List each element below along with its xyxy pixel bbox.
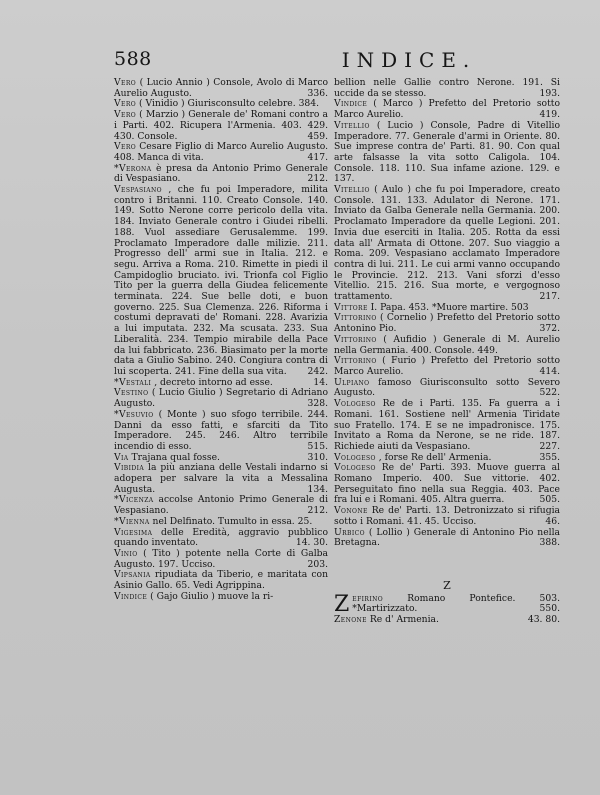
entry-page-reference: 217. — [539, 291, 560, 303]
index-entry — [334, 399, 560, 453]
entry-page-reference: 310. — [307, 451, 328, 463]
entry-text: bellion nelle Gallie contro Nerone. 191. Si uccide da se stesso. — [334, 77, 560, 99]
index-entry — [114, 592, 328, 603]
letter-section-heading: Z — [443, 578, 451, 592]
entry-text: la più anziana delle Vestali indarno si adopera per salvare la vita a Messalina Augusta. — [114, 462, 329, 495]
entry-text: , che fu poi Imperadore, milita contro i Britanni. 110. Creato Console. 140. 149. Sotto Nerone corre pericolo della vita. 184. Inviato Generale contro i Giudei ribelli. 188. Vuol assediare Gerusalemme. 199. Proclamato Imperadore dalle milizie. 211. Progresso dell' armi sue in Italia. 212. e segu. Arriva a Roma. 210. Rimette in piedi il Campidoglio bruciato. ivi. Trionfa col Figlio Tito per la guerra della Giudea felicemente terminata. 224. Sue belle doti, e buon governo. 225. Sua Clemenza. 226. Riforma i costumi depravati de' Romani. 228. Avarizia a lui imputata. 232. Ma scusata. 233. Sua Liberalità. 234. Tempio mirabile della Pace da lui fabbricato. 236. Biasimato per la morte data a Giulio Sabino. 240. Congiura contra di lui scoperta. 241. Fine della sua vita. — [114, 184, 328, 377]
entry-text: Re d' Armenia. — [369, 614, 439, 626]
entry-page-reference: 459. — [307, 130, 328, 142]
entry-headword: *Vestali — [114, 376, 152, 388]
index-entry — [334, 78, 560, 99]
entry-text: nel Delfinato. Tumulto in essa. 25. — [152, 515, 313, 527]
entry-headword: Vero — [114, 109, 137, 121]
entry-text: ( Tito ) potente nella Corte di Galba Augusto. 197. Ucciso. — [114, 547, 329, 570]
entry-text: ( Gajo Giulio ) muove la ri- — [150, 590, 274, 602]
index-entry — [334, 378, 560, 399]
entry-headword: Vero — [114, 98, 137, 110]
entry-page-reference: 522. — [539, 387, 560, 399]
entry-page-reference: 355. — [539, 451, 560, 463]
entry-page-reference: 417. — [307, 151, 328, 163]
entry-headword: Vespasiano — [114, 184, 162, 196]
entry-page-reference: 550. — [539, 603, 560, 615]
left-column — [114, 78, 328, 602]
right-column — [334, 78, 560, 626]
entry-page-reference: 212. — [307, 505, 328, 517]
entry-headword: Urbico — [334, 526, 365, 538]
entry-text: Trajana qual fosse. — [131, 451, 220, 463]
entry-page-reference: 515. — [307, 440, 328, 452]
index-entry — [334, 121, 560, 185]
entry-text: Re de' Parti. 13. Detronizzato si rifugia sotto i Romani. 41. 45. Ucciso. — [334, 505, 560, 527]
entry-page-reference: 14. 30. — [295, 537, 328, 549]
index-entry — [114, 410, 328, 453]
entry-page-reference: 227. — [539, 440, 560, 452]
page-header — [114, 48, 584, 78]
entry-text: ( Lucio ) Console, Padre di Vitellio Imperadore. 77. Generale d'armi in Oriente. 80. Sue imprese contra de' Parti. 81. 90. Con qual arte falsasse la vita sotto Caligola. 104. Console. 118. 110. Sua infame azione. 129. e 137. — [334, 119, 560, 185]
entry-text: Re de' Parti. 393. Muove guerra al Romano Imperio. 400. Sue vittorie. 402. Perseguitato fino nella sua Reggia. 403. Pace fra lui e i Romani. 405. Altra guerra. — [334, 462, 560, 506]
page-title: INDICE. — [341, 48, 477, 72]
entry-page-reference: 203. — [307, 558, 328, 570]
entry-text: accolse Antonio Primo Generale di Vespasiano. — [114, 494, 329, 517]
entry-text: ( Lucio Annio ) Console, Avolo di Marco Aurelio Augusto. — [114, 77, 328, 99]
entry-headword: Vitellio — [334, 184, 370, 196]
entry-headword: Zenone — [334, 614, 367, 626]
entry-page-reference: 193. — [539, 87, 560, 99]
entry-page-reference: 242. — [307, 365, 328, 377]
entry-text: , decreto intorno ad esse. — [154, 376, 273, 388]
index-entry — [114, 78, 328, 99]
index-entry — [114, 570, 328, 591]
index-entry — [114, 549, 328, 570]
entry-page-reference: 414. — [539, 365, 560, 377]
entry-text: I. Papa. 453. *Muore martire. 503 — [370, 301, 529, 313]
entry-headword: Vero — [114, 141, 137, 153]
entry-headword: Vittorino — [334, 355, 377, 367]
entry-headword: Vittorino — [334, 312, 377, 324]
entry-headword: Vero — [114, 77, 137, 88]
index-entry — [334, 506, 560, 527]
entry-text: ( Monte ) suo sfogo terribile. 244. Danni da esso fatti, e sfarciti da Tito Imperadore. 245. 246. Altro terribile incendio di esso. — [114, 408, 329, 452]
entry-headword: Vindice — [334, 98, 368, 110]
index-entry — [334, 356, 560, 377]
entry-headword: Vologeso — [334, 451, 376, 463]
entry-headword: *Vesuvio — [114, 408, 154, 420]
index-entry — [334, 313, 560, 334]
entry-headword: Vitellio — [334, 119, 370, 131]
index-entry — [334, 335, 560, 356]
entry-page-reference: 212. — [307, 173, 328, 185]
index-entry — [114, 528, 328, 549]
entry-text: Re de i Parti. 135. Fa guerra a i Romani. 161. Sostiene nell' Armenia Tiridate suo Fratello. 174. E se ne impadronisce. 175. Invitato a Roma da Nerone, se ne ride. 187. Richiede aiuti da Vespasiano. — [334, 398, 560, 452]
entry-text: ( Marzio ) Generale de' Romani contro a i Parti. 402. Ricupera l'Armenia. 403. 429. 430. Console. — [114, 109, 329, 142]
entry-text: ( Vinidio ) Giurisconsulto celebre. 384. — [138, 98, 320, 110]
index-entry — [334, 463, 560, 506]
index-entry — [114, 495, 328, 516]
entry-text: ripudiata da Tiberio, e maritata con Asinio Gallo. 65. Vedi Agrippina. — [114, 569, 328, 592]
entry-headword: Vibidia — [114, 462, 145, 474]
index-entry — [114, 388, 328, 409]
entry-headword: Vinio — [114, 547, 138, 559]
index-entry — [114, 463, 328, 495]
entry-headword: Vigesima — [114, 526, 153, 538]
entry-text: ( Lucio Giulio ) Segretario di Adriano Augusto. — [114, 387, 328, 410]
entry-text: ( Lollio ) Generale di Antonino Pio nella Bretagna. — [334, 526, 561, 549]
entry-page-reference: 372. — [539, 323, 560, 335]
entry-text: ( Marco ) Prefetto del Pretorio sotto Marco Aurelio. — [334, 98, 560, 121]
entry-page-reference: 419. — [539, 109, 560, 121]
entry-text: ( Aufidio ) Generale di M. Aurelio nella Germania. 400. Console. 449. — [334, 333, 560, 356]
entry-text: è presa da Antonio Primo Generale di Vespasiano. — [114, 162, 328, 185]
entry-page-reference: 46. — [545, 515, 560, 527]
entry-headword: Vittorino — [334, 333, 377, 345]
entry-page-reference: 388. — [539, 537, 560, 549]
entry-text: ( Cornelio ) Prefetto del Pretorio sotto Antonino Pio. — [334, 312, 561, 335]
index-entry — [334, 528, 560, 549]
index-entry — [114, 110, 328, 142]
entry-headword: Vonone — [334, 505, 368, 517]
entry-headword: Ulpiano — [334, 376, 370, 388]
index-entry — [334, 99, 560, 120]
entry-headword: Vittore — [334, 301, 368, 313]
entry-headword: Vologeso — [334, 398, 376, 410]
drop-cap-letter: Z — [334, 591, 350, 617]
index-entry — [114, 164, 328, 185]
entry-page-reference: 43. 80. — [527, 614, 560, 626]
entry-headword: *Vienna — [114, 515, 150, 527]
entry-text: , forse Re dell' Armenia. — [378, 451, 492, 463]
entry-text: famoso Giurisconsulto sotto Severo Augusto. — [334, 376, 560, 399]
entry-headword: *Vicenza — [114, 494, 154, 506]
index-entry — [114, 185, 328, 378]
index-entry — [334, 591, 561, 617]
entry-page-reference: 505. — [539, 494, 560, 506]
entry-headword: Vipsania — [114, 569, 151, 581]
index-entry — [334, 615, 560, 626]
entry-headword: Vestino — [114, 387, 149, 399]
entry-headword: Vindice — [114, 590, 148, 602]
entry-page-reference: 336. — [307, 87, 328, 99]
index-entry — [334, 185, 560, 303]
entry-text: Romano Pontefice. 503. *Martirizzato. — [352, 592, 561, 615]
page-number: 588 — [114, 48, 152, 70]
entry-text: ( Aulo ) che fu poi Imperadore, creato Console. 131. 133. Adulator di Nerone. 171. Inviato da Galba Generale nella Germania. 200. Proclamato Imperadore da quelle Legioni. 201. Invia due eserciti in Italia. 205. Rotta da essi data all' Armata di Ottone. 207. Suo viaggio a Roma. 209. Vespasiano acclamato Imperadore contra di lui. 211. Le cui armi vanno occupando le Provincie. 212. 213. Vani sforzi d'esso Vitellio. 215. 216. Sua morte, e vergognoso trattamento. — [334, 184, 561, 303]
entry-headword: *Verona — [114, 162, 152, 174]
entry-page-reference: 134. — [307, 483, 328, 495]
entry-headword: Via — [114, 451, 129, 463]
entry-text: delle Eredità, aggravio pubblico quando inventato. — [114, 526, 328, 549]
entry-headword: Vologeso — [334, 462, 376, 474]
entry-page-reference: 14. — [313, 376, 328, 388]
entry-page-reference: 328. — [307, 398, 328, 410]
entry-headword: efirino — [352, 592, 384, 604]
entry-text: ( Furio ) Prefetto del Pretorio sotto Marco Aurelio. — [334, 355, 561, 377]
index-entry — [114, 142, 328, 163]
entry-text: Cesare Figlio di Marco Aurelio Augusto. 408. Manca di vita. — [114, 141, 329, 163]
